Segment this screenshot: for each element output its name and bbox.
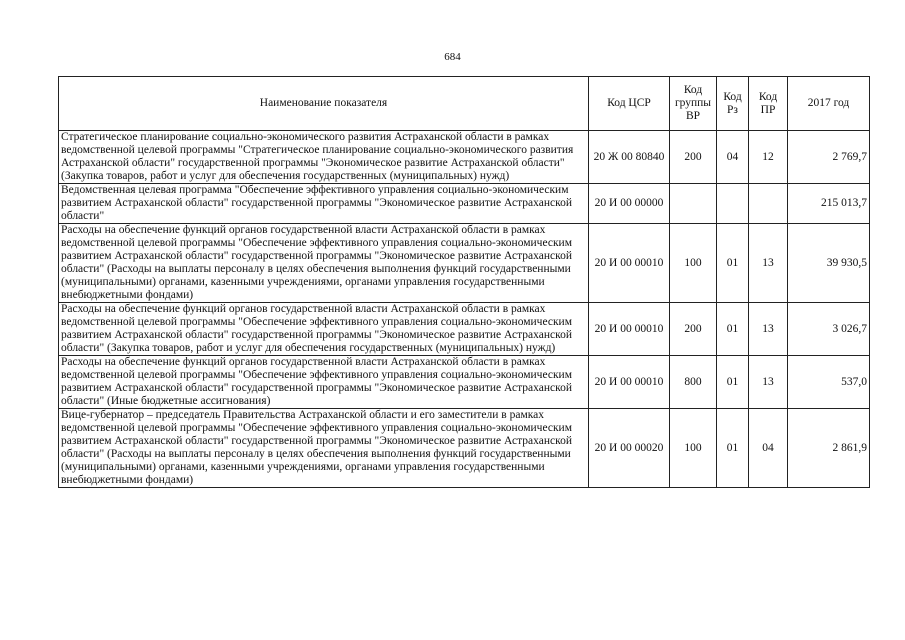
table-row xyxy=(59,224,870,303)
row-csr: 20 Ж 00 80840 xyxy=(589,131,670,184)
row-vr: 800 xyxy=(670,356,717,409)
row-amount: 537,0 xyxy=(788,356,870,409)
row-pr: 12 xyxy=(749,131,788,184)
row-pr: 13 xyxy=(749,356,788,409)
row-amount: 2 769,7 xyxy=(788,131,870,184)
row-rz: 01 xyxy=(717,409,749,488)
table-header-row xyxy=(59,77,870,131)
header-rz: Код Рз xyxy=(717,77,749,131)
row-rz: 01 xyxy=(717,356,749,409)
row-name: Стратегическое планирование социально-экономического развития Астраханской области в рамках ведомственной целевой программы "Стратегическое планирование социально-экономического развития Астраханской области" государственной программы "Экономическое развитие Астраханской области" (Закупка товаров, работ и услуг для обеспечения государственных (муниципальных) нужд) xyxy=(59,131,589,184)
row-csr: 20 И 00 00020 xyxy=(589,409,670,488)
row-amount: 2 861,9 xyxy=(788,409,870,488)
header-csr: Код ЦСР xyxy=(589,77,670,131)
row-rz xyxy=(717,184,749,224)
row-amount: 215 013,7 xyxy=(788,184,870,224)
table-row xyxy=(59,303,870,356)
header-year: 2017 год xyxy=(788,77,870,131)
row-vr: 100 xyxy=(670,409,717,488)
row-pr: 13 xyxy=(749,303,788,356)
row-name: Вице-губернатор – председатель Правительства Астраханской области и его заместители в рамках ведомственной целевой программы "Обеспечение эффективного управления социально-экономическим развитием Астраханской области" государственной программы "Экономическое развитие Астраханской области" (Расходы на выплаты персоналу в целях обеспечения выполнения функций государственными (муниципальными) органами, казенными учреждениями, органами управления государственными внебюджетными фондами) xyxy=(59,409,589,488)
row-csr: 20 И 00 00010 xyxy=(589,224,670,303)
row-vr: 200 xyxy=(670,131,717,184)
row-amount: 3 026,7 xyxy=(788,303,870,356)
page-number: 684 xyxy=(444,51,461,63)
table-row xyxy=(59,356,870,409)
table-row xyxy=(59,131,870,184)
row-pr: 13 xyxy=(749,224,788,303)
row-name: Расходы на обеспечение функций органов государственной власти Астраханской области в рамках ведомственной целевой программы "Обеспечение эффективного управления социально-экономическим развитием Астраханской области" государственной программы "Экономическое развитие Астраханской области" (Закупка товаров, работ и услуг для обеспечения государственных (муниципальных) нужд) xyxy=(59,303,589,356)
header-pr: Код ПР xyxy=(749,77,788,131)
row-vr: 100 xyxy=(670,224,717,303)
row-name: Ведомственная целевая программа "Обеспечение эффективного управления социально-экономическим развитием Астраханской области" государственной программы "Экономическое развитие Астраханской области" xyxy=(59,184,589,224)
table-row xyxy=(59,184,870,224)
row-pr xyxy=(749,184,788,224)
header-vr: Код группы ВР xyxy=(670,77,717,131)
row-rz: 04 xyxy=(717,131,749,184)
budget-table xyxy=(58,76,870,488)
row-amount: 39 930,5 xyxy=(788,224,870,303)
row-csr: 20 И 00 00010 xyxy=(589,303,670,356)
row-name: Расходы на обеспечение функций органов государственной власти Астраханской области в рамках ведомственной целевой программы "Обеспечение эффективного управления социально-экономическим развитием Астраханской области" государственной программы "Экономическое развитие Астраханской области" (Расходы на выплаты персоналу в целях обеспечения выполнения функций государственными (муниципальными) органами, казенными учреждениями, органами управления государственными внебюджетными фондами) xyxy=(59,224,589,303)
row-vr: 200 xyxy=(670,303,717,356)
row-name: Расходы на обеспечение функций органов государственной власти Астраханской области в рамках ведомственной целевой программы "Обеспечение эффективного управления социально-экономическим развитием Астраханской области" государственной программы "Экономическое развитие Астраханской области" (Иные бюджетные ассигнования) xyxy=(59,356,589,409)
row-csr: 20 И 00 00000 xyxy=(589,184,670,224)
row-rz: 01 xyxy=(717,224,749,303)
row-vr xyxy=(670,184,717,224)
header-name: Наименование показателя xyxy=(59,77,589,131)
row-pr: 04 xyxy=(749,409,788,488)
table-row xyxy=(59,409,870,488)
row-csr: 20 И 00 00010 xyxy=(589,356,670,409)
row-rz: 01 xyxy=(717,303,749,356)
